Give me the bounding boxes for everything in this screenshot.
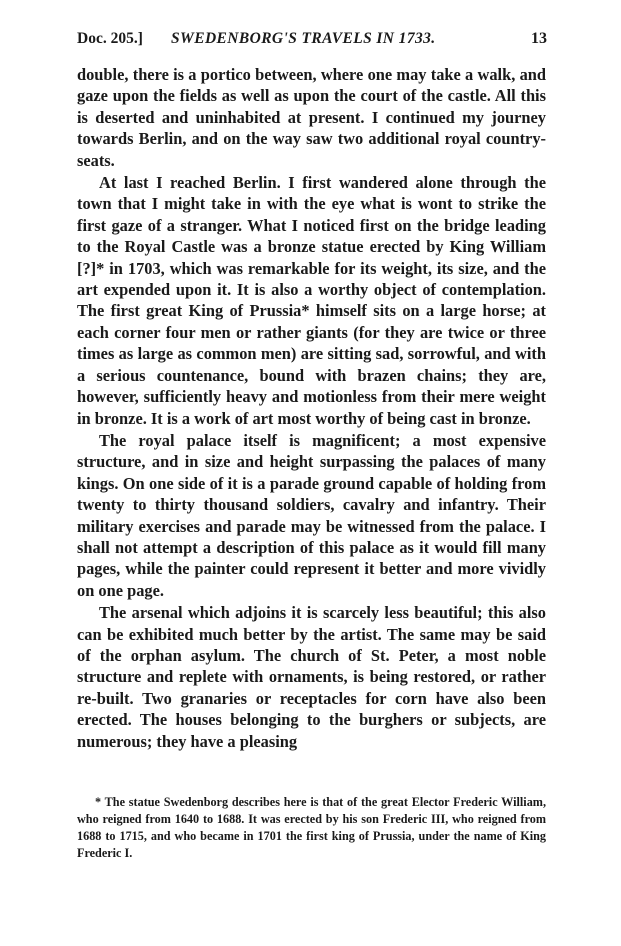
running-title: SWEDENBORG'S TRAVELS IN 1733. [171, 30, 436, 47]
footnote-text: * The statue Swedenborg describes here is that of the great Elector Frederic William, who reigned from 1640 to 1688. It was erected by his son Frederic III, who reigned from 1688 to 1715, and who became in 1701 the first king of Prussia, under the name of King Frederic I. [77, 795, 546, 860]
paragraph-continuation: double, there is a portico between, where one may take a walk, and gaze upon the fields as well as upon the court of the castle. All this is deserted and uninhabited at present. I continued my journey towards Berlin, and on the way saw two additional royal country-seats. [77, 65, 546, 170]
paragraph-royal-palace: The royal palace itself is magnificent; a most expensive structure, and in size and height surpassing the palaces of many kings. On one side of it is a parade ground capable of holding from twenty to thirty thousand soldiers, cavalry and infantry. Their military exercises and parade may be witnessed from the palace. I shall not attempt a description of this palace as it would fill many pages, while the painter could represent it better and more vividly on one page. [77, 430, 546, 600]
doc-reference: Doc. 205.] [77, 30, 143, 47]
running-header [77, 30, 547, 52]
page-number: 13 [531, 30, 547, 47]
footnote [77, 794, 546, 862]
body-text [77, 64, 546, 753]
paragraph-arsenal: The arsenal which adjoins it is scarcely less beautiful; this also can be exhibited much better by the artist. The same may be said of the orphan asylum. The church of St. Peter, a most noble structure and replete with ornaments, is being restored, or rather re-built. Two granaries or receptacles for corn have also been erected. The houses belonging to the burghers or subjects, are numerous; they have a pleasing [77, 603, 546, 751]
paragraph-berlin-arrival: At last I reached Berlin. I first wandered alone through the town that I might take in with the eye what is wont to strike the first gaze of a stranger. What I noticed first on the bridge leading to the Royal Castle was a bronze statue erected by King William [?]* in 1703, which was remarkable for its weight, its size, and the art expended upon it. It is also a worthy object of contemplation. The first great King of Prussia* himself sits on a large horse; at each corner four men or rather giants (for they are twice or three times as large as common men) are sitting sad, sorrowful, and with a serious countenance, bound with brazen chains; they are, however, sufficiently heavy and motionless from their mere weight in bronze. It is a work of art most worthy of being cast in bronze. [77, 173, 546, 428]
